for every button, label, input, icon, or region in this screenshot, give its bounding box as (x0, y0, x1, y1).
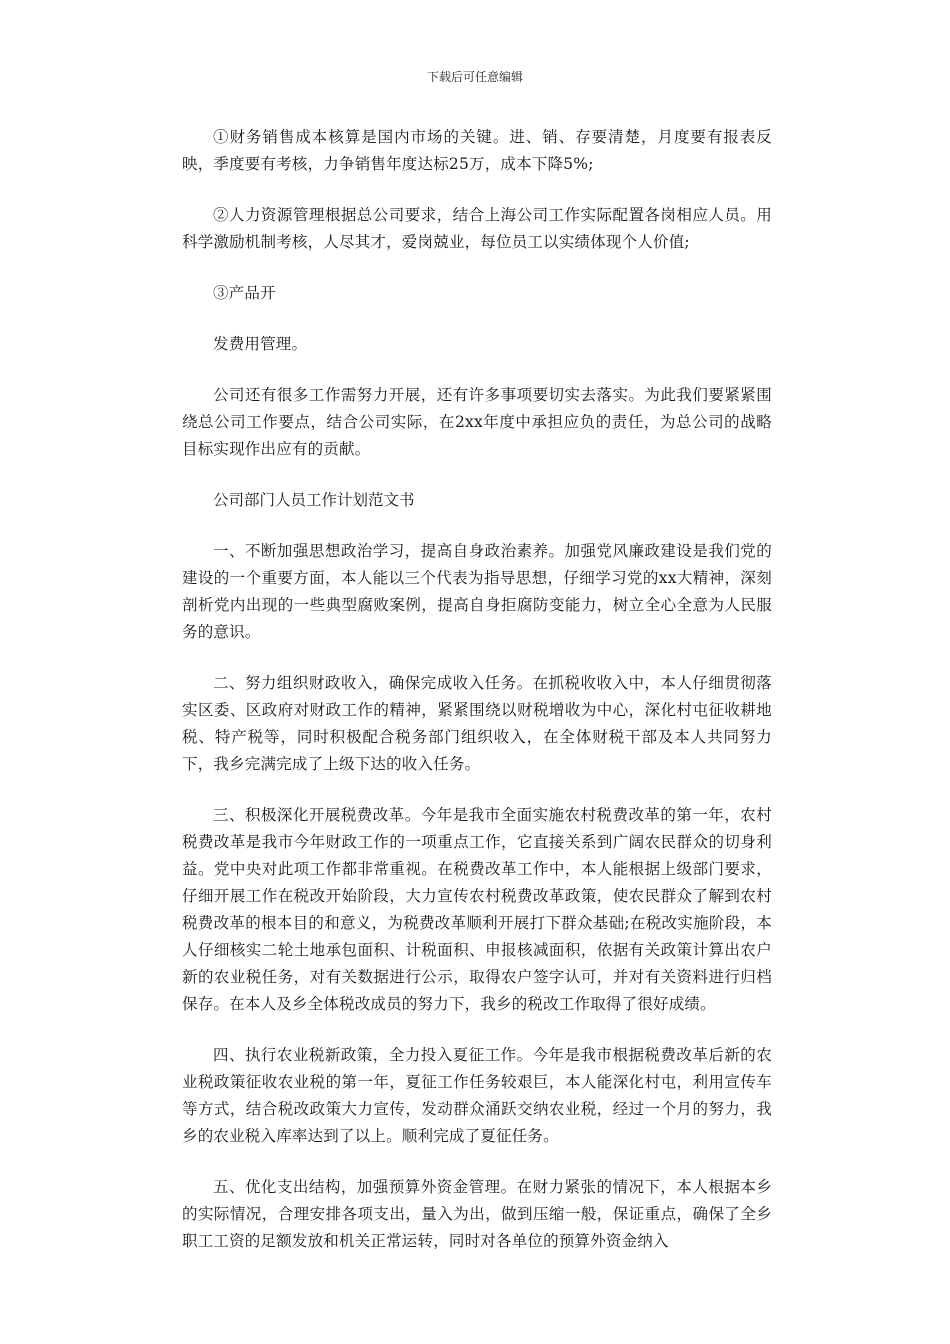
paragraph-item-1: 一、不断加强思想政治学习，提高自身政治素养。加强党风廉政建设是我们党的建设的一个重要方面，本人能以三个代表为指导思想，仔细学习党的xx大精神，深刻剖析党内出现的一些典型腐败案例，提高自身拒腐防变能力，树立全心全意为人民服务的意识。 (182, 542, 772, 641)
paragraph-item-4: 四、执行农业税新政策，全力投入夏征工作。今年是我市根据税费改革后新的农业税政策征收农业税的第一年，夏征工作任务较艰巨，本人能深化村屯，利用宣传车等方式，结合税改政策大力宣传，发动群众涌跃交纳农业税，经过一个月的努力，我乡的农业税入库率达到了以上。顺利完成了夏征任务。 (182, 1046, 772, 1145)
paragraph-gap (182, 646, 772, 670)
paragraph-hr: ②人力资源管理根据总公司要求，结合上海公司工作实际配置各岗相应人员。用科学激励机制考核，人尽其才，爱岗兢业，每位员工以实绩体现个人价值; (182, 206, 772, 251)
paragraph-gap (182, 358, 772, 382)
paragraph-gap (182, 463, 772, 487)
paragraph-gap (182, 1150, 772, 1174)
section-title: 公司部门人员工作计划范文书 (213, 491, 415, 509)
paragraph-product: ③产品开 (213, 284, 276, 302)
paragraph-item-3: 三、积极深化开展税费改革。今年是我市全面实施农村税费改革的第一年，农村税费改革是我市今年财政工作的一项重点工作，它直接关系到广阔农民群众的切身利益。党中央对此项工作都非常重视。在税费改革工作中，本人能根据上级部门要求，仔细开展工作在税改开始阶段，大力宣传农村税费改革政策，使农民群众了解到农村税费改革的根本目的和意义，为税费改革顺利开展打下群众基础;在税改实施阶段，本人仔细核实二轮土地承包面积、计税面积、申报核减面积，依据有关政策计算出农户新的农业税任务，对有关数据进行公示，取得农户签字认可，并对有关资料进行归档保存。在本人及乡全体税改成员的努力下，我乡的税改工作取得了很好成绩。 (182, 806, 772, 1013)
paragraph-gap (182, 1018, 772, 1042)
page-header: 下载后可任意编辑 (426, 70, 523, 84)
paragraph-item-5: 五、优化支出结构，加强预算外资金管理。在财力紧张的情况下，本人根据本乡的实际情况，合理安排各项支出，量入为出，做到压缩一般，保证重点，确保了全乡职工工资的足额发放和机关正常运转，同时对各单位的预算外资金纳入 (182, 1178, 772, 1250)
paragraph-gap (182, 256, 772, 280)
paragraph-item-2: 二、努力组织财政收入，确保完成收入任务。在抓税收收入中，本人仔细贯彻落实区委、区政府对财政工作的精神，紧紧围绕以财税增收为中心，深化村屯征收耕地税、特产税等，同时积极配合税务部门组织收入，在全体财税干部及本人共同努力下，我乡完满完成了上级下达的收入任务。 (182, 674, 772, 773)
paragraph-product-cont: 发费用管理。 (213, 335, 308, 353)
paragraph-gap (182, 307, 772, 331)
document-body (182, 124, 772, 1255)
paragraph-finance: ①财务销售成本核算是国内市场的关键。进、销、存要清楚，月度要有报表反映，季度要有考核，力争销售年度达标25万，成本下降5%; (182, 128, 772, 173)
paragraph-company: 公司还有很多工作需努力开展，还有许多事项要切实去落实。为此我们要紧紧围绕总公司工作要点，结合公司实际，在2xx年度中承担应负的责任，为总公司的战略目标实现作出应有的贡献。 (182, 386, 772, 458)
paragraph-gap (182, 778, 772, 802)
paragraph-gap (182, 514, 772, 538)
paragraph-gap (182, 178, 772, 202)
